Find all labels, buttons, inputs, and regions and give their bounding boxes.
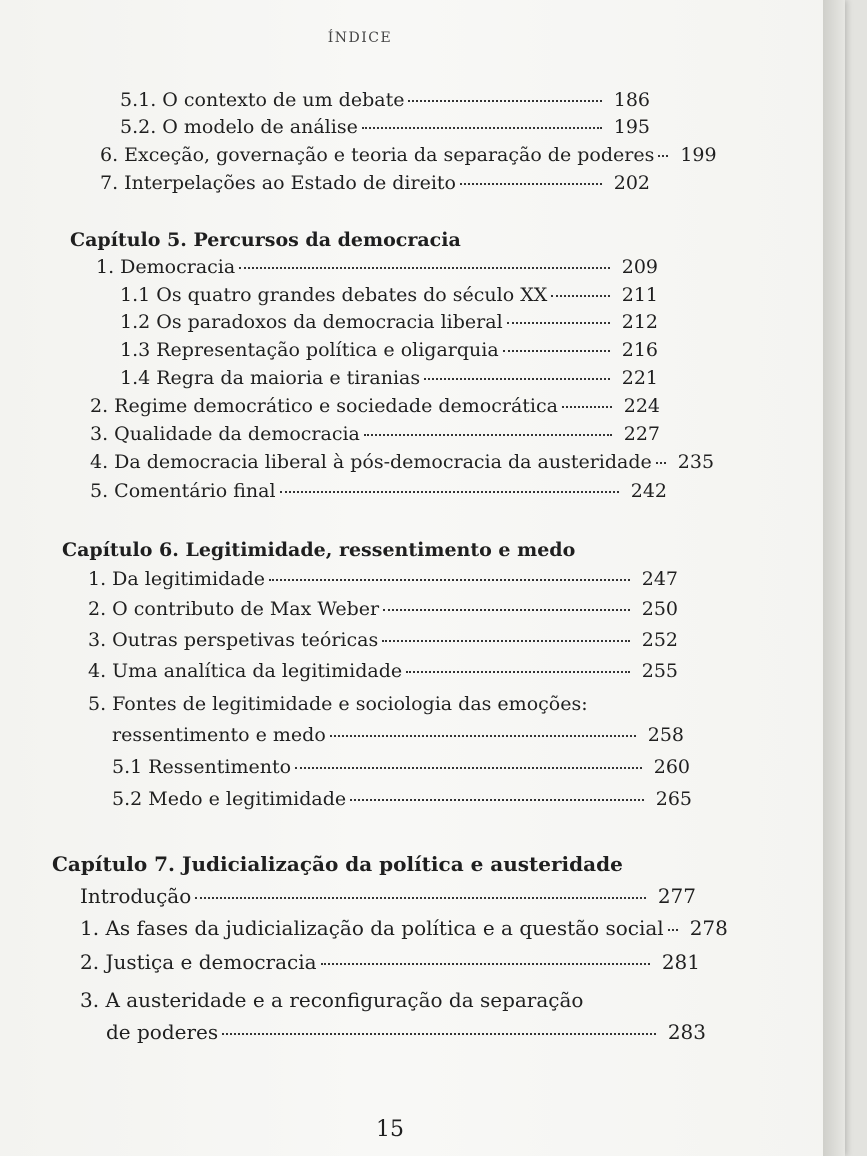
toc-entry: 1.1 Os quatro grandes debates do século XX 211 — [120, 284, 658, 306]
toc-entry: 2. Regime democrático e sociedade democrática 224 — [90, 395, 660, 417]
toc-entry: Introdução 277 — [80, 884, 696, 908]
chapter-heading: Capítulo 6. Legitimidade, ressentimento e medo — [62, 539, 576, 561]
toc-entry: de poderes 283 — [106, 1020, 706, 1044]
toc-entry: 6. Exceção, governação e teoria da separação de poderes 199 — [100, 144, 717, 166]
toc-entry: 5. Comentário final 242 — [90, 480, 667, 502]
toc-entry: 4. Uma analítica da legitimidade 255 — [88, 660, 678, 682]
toc-entry: 4. Da democracia liberal à pós-democracia da austeridade 235 — [90, 451, 715, 473]
toc-entry-heading: 3. A austeridade e a reconfiguração da separação — [80, 988, 584, 1012]
toc-entry: 5.2 Medo e legitimidade 265 — [112, 788, 692, 810]
toc-entry: 5.1 Ressentimento 260 — [112, 756, 690, 778]
toc-entry: 2. O contributo de Max Weber 250 — [88, 598, 678, 620]
toc-entry: 1. Democracia 209 — [96, 256, 658, 278]
toc-entry: 1.3 Representação política e oligarquia 216 — [120, 339, 658, 361]
page-number: 15 — [376, 1117, 404, 1142]
toc-entry: 5.1. O contexto de um debate 186 — [120, 89, 650, 111]
toc-entry: ressentimento e medo 258 — [112, 724, 684, 746]
running-head: ÍNDICE — [327, 30, 393, 46]
toc-entry: 2. Justiça e democracia 281 — [80, 950, 700, 974]
page-edge — [823, 0, 845, 1156]
toc-entry: 1.4 Regra da maioria e tiranias 221 — [120, 367, 658, 389]
toc-entry-heading: 5. Fontes de legitimidade e sociologia das emoções: — [88, 693, 588, 715]
toc-entry: 1. Da legitimidade 247 — [88, 568, 678, 590]
toc-entry: 1.2 Os paradoxos da democracia liberal 212 — [120, 311, 658, 333]
chapter-heading: Capítulo 5. Percursos da democracia — [70, 229, 461, 251]
toc-entry: 7. Interpelações ao Estado de direito 202 — [100, 172, 650, 194]
chapter-heading: Capítulo 7. Judicialização da política e austeridade — [52, 852, 623, 876]
toc-entry: 1. As fases da judicialização da política e a questão social 278 — [80, 916, 728, 940]
toc-entry: 5.2. O modelo de análise 195 — [120, 116, 650, 138]
toc-entry: 3. Qualidade da democracia 227 — [90, 423, 660, 445]
toc-entry: 3. Outras perspetivas teóricas 252 — [88, 629, 678, 651]
